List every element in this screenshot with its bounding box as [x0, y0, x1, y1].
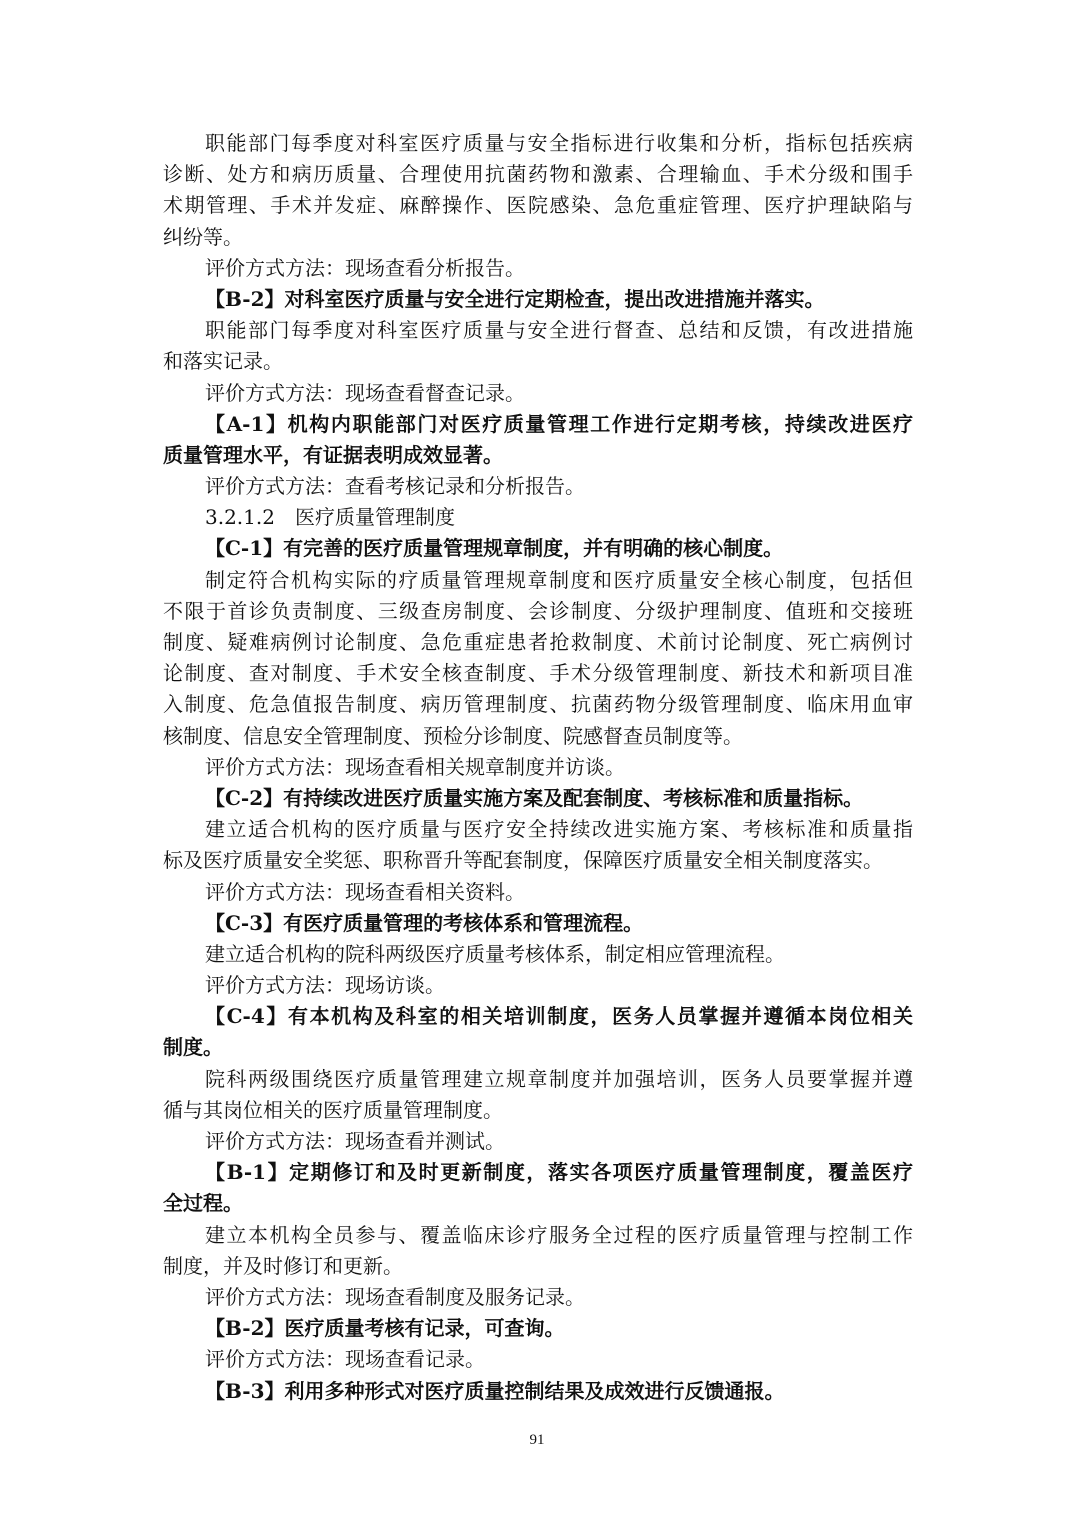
body-text-line: 纠纷等。: [163, 224, 243, 249]
criterion-heading-line: 全过程。: [163, 1191, 243, 1216]
body-text-line: 评价方式方法：现场查看制度及服务记录。: [205, 1284, 585, 1309]
body-text-line: 制度、疑难病例讨论制度、急危重症患者抢救制度、术前讨论制度、死亡病例讨: [163, 630, 913, 654]
criterion-heading-line: 【C-3】有医疗质量管理的考核体系和管理流程。: [205, 910, 644, 935]
body-text-line: 术期管理、手术并发症、麻醉操作、医院感染、急危重症管理、医疗护理缺陷与: [163, 193, 913, 218]
body-text-line: 建立适合机构的医疗质量与医疗安全持续改进实施方案、考核标准和质量指: [205, 817, 913, 842]
criterion-heading-line: 质量管理水平，有证据表明成效显著。: [163, 442, 503, 467]
body-text-line: 评价方式方法：现场查看记录。: [205, 1347, 485, 1372]
body-text-line: 评价方式方法：现场查看督查记录。: [205, 380, 525, 405]
body-text-line: 论制度、查对制度、手术安全核查制度、手术分级管理制度、新技术和新项目准: [163, 661, 913, 686]
body-text-line: 不限于首诊负责制度、三级查房制度、会诊制度、分级护理制度、值班和交接班: [163, 598, 913, 623]
document-body: [163, 128, 913, 1407]
criterion-heading-line: 制度。: [163, 1035, 223, 1060]
body-text-line: 职能部门每季度对科室医疗质量与安全指标进行收集和分析，指标包括疾病: [205, 131, 913, 155]
body-text-line: 诊断、处方和病历质量、合理使用抗菌药物和激素、合理输血、手术分级和围手: [163, 162, 913, 187]
body-text-line: 建立适合机构的院科两级医疗质量考核体系，制定相应管理流程。: [205, 941, 785, 966]
body-text-line: 制定符合机构实际的疗质量管理规章制度和医疗质量安全核心制度，包括但: [205, 567, 913, 592]
criterion-heading-line: 【B-2】对科室医疗质量与安全进行定期检查，提出改进措施并落实。: [205, 286, 825, 311]
body-text-line: 评价方式方法：现场查看相关规章制度并访谈。: [205, 754, 625, 779]
body-text-line: 职能部门每季度对科室医疗质量与安全进行督查、总结和反馈，有改进措施: [205, 318, 913, 343]
criterion-heading-line: 【C-1】有完善的医疗质量管理规章制度，并有明确的核心制度。: [205, 536, 784, 561]
criterion-heading-line: 【C-2】有持续改进医疗质量实施方案及配套制度、考核标准和质量指标。: [205, 785, 864, 810]
body-text-line: 评价方式方法：现场查看相关资料。: [205, 879, 525, 904]
criterion-heading-line: 【C-4】有本机构及科室的相关培训制度，医务人员掌握并遵循本岗位相关: [205, 1004, 913, 1029]
body-text-line: 评价方式方法：现场查看并测试。: [205, 1129, 505, 1153]
body-text-line: 院科两级围绕医疗质量管理建立规章制度并加强培训，医务人员要掌握并遵: [205, 1066, 913, 1091]
body-text-line: 标及医疗质量安全奖惩、职称晋升等配套制度，保障医疗质量安全相关制度落实。: [163, 848, 883, 873]
body-text-line: 评价方式方法：现场查看分析报告。: [205, 255, 525, 280]
criterion-heading-line: 【B-1】定期修订和及时更新制度，落实各项医疗质量管理制度，覆盖医疗: [205, 1160, 913, 1185]
body-text-line: 核制度、信息安全管理制度、预检分诊制度、院感督查员制度等。: [163, 723, 743, 748]
body-text-line: 循与其岗位相关的医疗质量管理制度。: [163, 1097, 503, 1122]
body-text-line: 和落实记录。: [163, 349, 283, 374]
page-number: 91: [529, 1432, 545, 1448]
body-text-line: 制度，并及时修订和更新。: [163, 1253, 403, 1278]
criterion-heading-line: 【B-2】医疗质量考核有记录，可查询。: [205, 1316, 565, 1341]
body-text-line: 评价方式方法：现场访谈。: [205, 973, 445, 998]
body-text-line: 入制度、危急值报告制度、病历管理制度、抗菌药物分级管理制度、临床用血审: [163, 692, 913, 717]
body-text-line: 3.2.1.2 医疗质量管理制度: [205, 505, 455, 530]
criterion-heading-line: 【B-3】利用多种形式对医疗质量控制结果及成效进行反馈通报。: [205, 1378, 785, 1403]
body-text-line: 建立本机构全员参与、覆盖临床诊疗服务全过程的医疗质量管理与控制工作: [205, 1222, 913, 1247]
criterion-heading-line: 【A-1】机构内职能部门对医疗质量管理工作进行定期考核，持续改进医疗: [205, 411, 913, 436]
body-text-line: 评价方式方法：查看考核记录和分析报告。: [205, 474, 585, 499]
